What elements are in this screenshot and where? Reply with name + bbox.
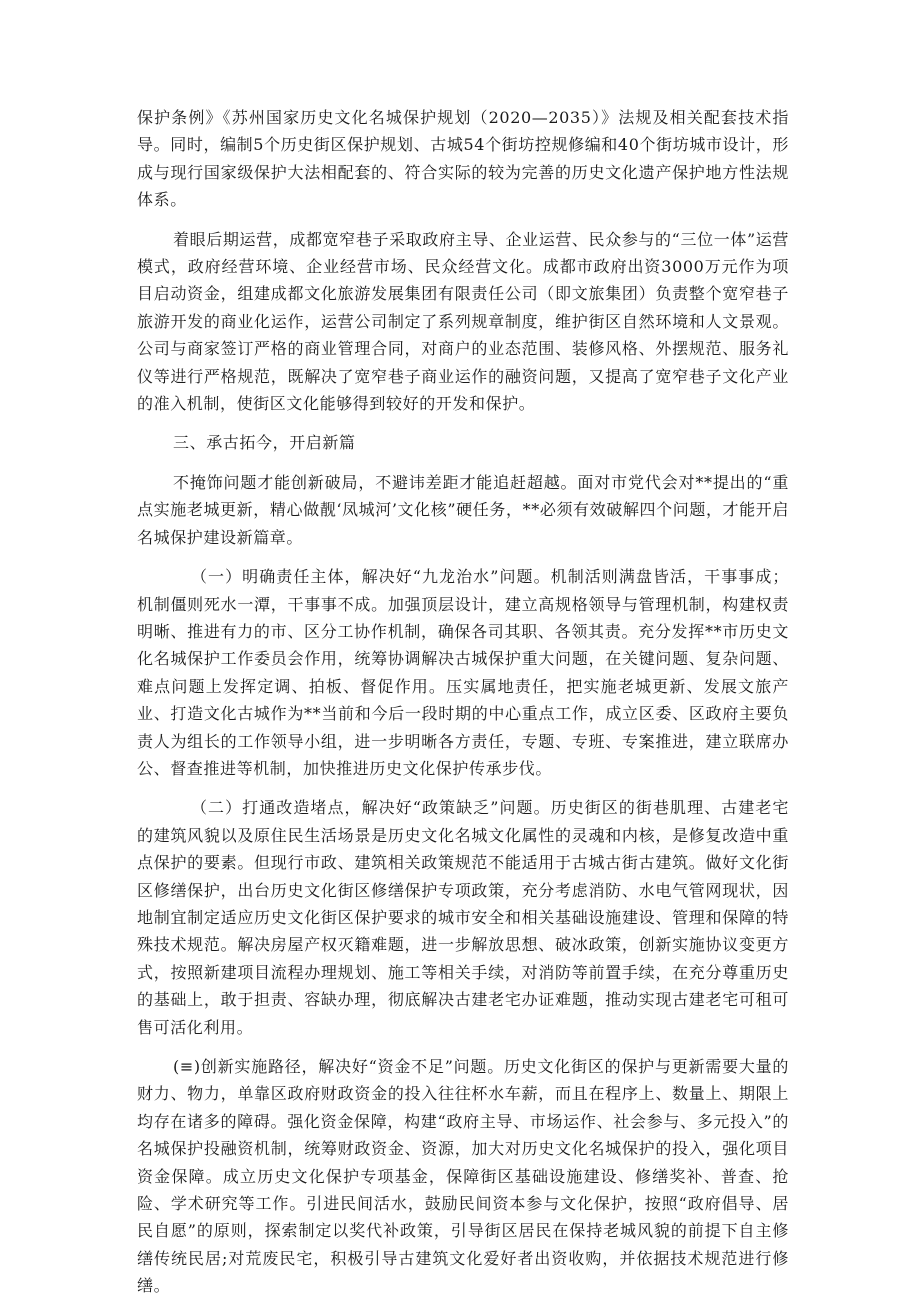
paragraph-intro-problems: 不掩饰问题才能创新破局，不避讳差距才能追赶超越。面对市党代会对**提出的“重点实施老城更新，精心做靓‘凤城河’文化核”硬任务，**必须有效破解四个问题，才能开启名城保护建设新篇章。 <box>137 472 789 547</box>
section-heading: 三、承古拓今，开启新篇 <box>173 433 356 453</box>
paragraph-funding: (≡)创新实施路径，解决好“资金不足”问题。历史文化街区的保护与更新需要大量的财力、物力，单靠区政府财政资金的投入往往杯水车薪，而且在程序上、数量上、期限上均存在诸多的障碍。强化资金保障，构建“政府主导、市场运作、社会参与、多元投入”的名城保护投融资机制，统筹财政资金、资源，加大对历史文化名城保护的投入，强化项目资金保障。成立历史文化保护专项基金，保障街区基础设施建设、修缮奖补、普查、抢险、学术研究等工作。引进民间活水，鼓励民间资本参与文化保护，按照“政府倡导、居民自愿”的原则，探索制定以奖代补政策，引导街区居民在保持老城风貌的前提下自主修缮传统民居;对荒废民宅，积极引导古建筑文化爱好者出资收购，并依据技术规范进行修缮。 <box>137 1057 789 1296</box>
document-page <box>137 104 789 1312</box>
paragraph-chengdu-operation: 着眼后期运营，成都宽窄巷子采取政府主导、企业运营、民众参与的“三位一体”运营模式，政府经营环境、企业经营市场、民众经营文化。成都市政府出资3000万元作为项目启动资金，组建成都文化旅游发展集团有限责任公司（即文旅集团）负责整个宽窄巷子旅游开发的商业化运作，运营公司制定了系列规章制度，维护街区自然环境和人文景观。公司与商家签订严格的商业管理合同，对商户的业态范围、装修风格、外摆规范、服务礼仪等进行严格规范，既解决了宽窄巷子商业运作的融资问题，又提高了宽窄巷子文化产业的准入机制，使街区文化能够得到较好的开发和保护。 <box>137 229 789 414</box>
paragraph-responsibility: （一）明确责任主体，解决好“九龙治水”问题。机制活则满盘皆活，干事事成；机制僵则死水一潭，干事事不成。加强顶层设计，建立高规格领导与管理机制，构建权责明晰、推进有力的市、区分工协作机制，确保各司其职、各领其责。充分发挥**市历史文化名城保护工作委员会作用，统筹协调解决古城保护重大问题，在关键问题、复杂问题、难点问题上发挥定调、拍板、督促作用。压实属地责任，把实施老城更新、发展文旅产业、打造文化古城作为**当前和今后一段时期的中心重点工作，成立区委、区政府主要负责人为组长的工作领导小组，进一步明晰各方责任，专题、专班、专案推进，建立联席办公、督查推进等机制，加快推进历史文化保护传承步伐。 <box>137 567 789 778</box>
paragraph-regulations: 保护条例》《苏州国家历史文化名城保护规划（2020—2035）》法规及相关配套技术指导。同时，编制5个历史街区保护规划、古城54个街坊控规修编和40个街坊城市设计，形成与现行国家级保护大法相配套的、符合实际的较为完善的历史文化遗产保护地方性法规体系。 <box>137 108 789 210</box>
paragraph-policy: （二）打通改造堵点，解决好“政策缺乏”问题。历史街区的街巷肌理、古建老宅的建筑风貌以及原住民生活场景是历史文化名城文化属性的灵魂和内核，是修复改造中重点保护的要素。但现行市政、建筑相关政策规范不能适用于古城古街古建筑。做好文化街区修缮保护，出台历史文化街区修缮保护专项政策，充分考虑消防、水电气管网现状，因地制宜制定适应历史文化街区保护要求的城市安全和相关基础设施建设、管理和保障的特殊技术规范。解决房屋产权灭籍难题，进一步解放思想、破冰政策，创新实施协议变更方式，按照新建项目流程办理规划、施工等相关手续，对消防等前置手续，在充分尊重历史的基础上，敢于担责、容缺办理，彻底解决古建老宅办证难题，推动实现古建老宅可租可售可活化利用。 <box>137 798 789 1037</box>
